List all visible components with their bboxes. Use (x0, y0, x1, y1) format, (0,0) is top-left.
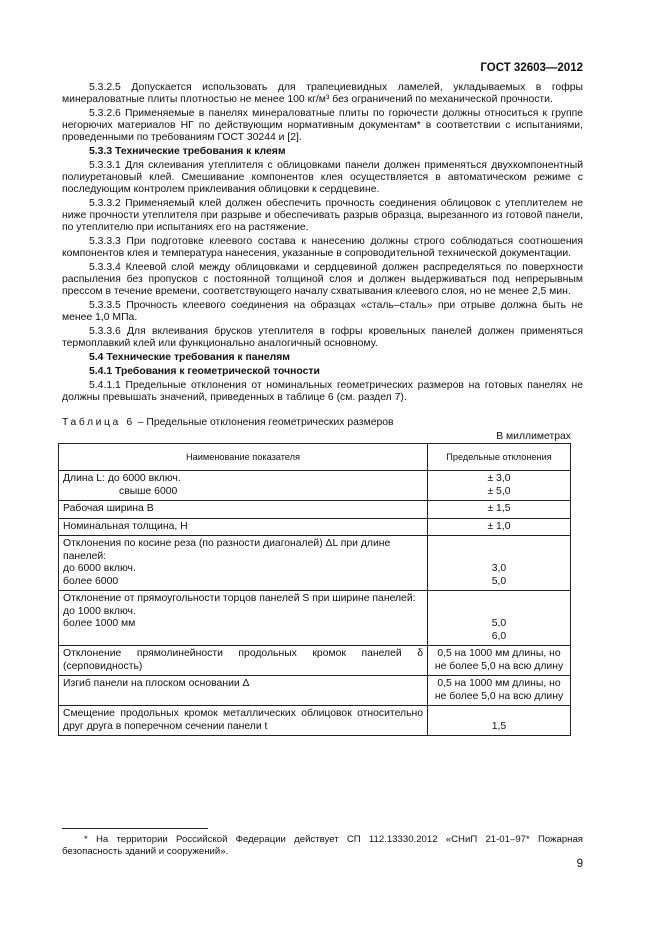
row-value-line: ± 5,0 (487, 485, 511, 497)
table-row (59, 646, 571, 676)
deviation-table (58, 443, 571, 736)
paragraph-5-3-2-6: 5.3.2.6 Применяемые в панелях минераловатные плиты по горючести должны относиться к группе негорючих материалов НГ по действующим нормативным документам* в соответствии с испытаниями, проведенными по требованиям ГОСТ 30244 и [2]. (62, 108, 583, 143)
paragraph-5-3-3-1: 5.3.3.1 Для склеивания утеплителя с облицовками панели должен применяться двухкомпонентный полиуретановый клей. Смешивание компонентов клея осуществляется в автоматическом режиме с последующим контролем приклеивания облицовки к сердцевине. (62, 160, 583, 195)
body-text (62, 82, 583, 406)
table-row (59, 591, 571, 646)
footnote-separator (62, 828, 208, 829)
row-value-line: 5,0 (491, 575, 507, 587)
row-name: Отклонение прямолинейности продольных кромок панелей δ (серповидность) (59, 646, 428, 676)
paragraph-5-3-3-4: 5.3.3.4 Клеевой слой между облицовками и сердцевиной должен распределяться по поверхности распыления без пропусков с постоянной толщиной слоя и должен выдерживаться под непрерывным прессом в течение времени, соответствующего началу схватывания клеевого слоя, но не менее 2,5 мин. (62, 262, 583, 297)
row-name-line: Длина L: до 6000 включ. (63, 473, 181, 484)
paragraph-5-3-2-5: 5.3.2.5 Допускается использовать для трапециевидных ламелей, укладываемых в гофры минераловатные плиты плотностью не менее 100 кг/м³ без ограничений по механической прочности. (62, 82, 583, 105)
heading-5-4: 5.4 Технические требования к панелям (89, 352, 290, 363)
footnote: * На территории Российской Федерации действует СП 112.13330.2012 «СНиП 21-01–97* Пожарная безопасность зданий и сооружений». (62, 834, 583, 857)
row-value (428, 536, 571, 591)
heading-5-3-3: 5.3.3 Технические требования к клеям (89, 146, 286, 157)
header-deviation: Предельные отклонения (428, 444, 571, 471)
row-value: ± 1,0 (428, 518, 571, 536)
row-name (59, 591, 428, 646)
table-row (59, 518, 571, 536)
row-value (428, 591, 571, 646)
table-row (59, 536, 571, 591)
paragraph-5-3-3-2: 5.3.3.2 Применяемый клей должен обеспечить прочность соединения облицовок с утеплителем не ниже прочности утеплителя при разрыве и обеспечивать разрыв образца, вырезанного из готовой панели, по утеплителю при испытаниях его на растяжение. (62, 198, 583, 233)
row-value (428, 471, 571, 501)
row-value: 0,5 на 1000 мм длины, но не более 5,0 на всю длину (428, 646, 571, 676)
row-name: Рабочая ширина B (59, 501, 428, 519)
table-caption-number: Таблица 6 (62, 417, 135, 428)
table-header-row (59, 444, 571, 471)
table-row (59, 501, 571, 519)
row-value-line: 5,0 (491, 618, 507, 629)
row-name-line: Отклонение от прямоугольности торцов панелей S при ширине панелей: (63, 593, 416, 604)
header-indicator: Наименование показателя (59, 444, 428, 471)
paragraph-5-4-1-1: 5.4.1.1 Предельные отклонения от номинальных геометрических размеров на готовых панелях не должны превышать значений, приведенных в таблице 6 (см. раздел 7). (62, 380, 583, 403)
row-name-line: более 6000 (63, 575, 119, 587)
row-name: Смещение продольных кромок металлических облицовок относительно друг друга в поперечном сечении панели t (59, 706, 428, 736)
row-name: Номинальная толщина, H (59, 518, 428, 536)
row-name-line: свыше 6000 (119, 485, 178, 497)
row-name (59, 536, 428, 591)
table-row (59, 706, 571, 736)
row-value-line: 3,0 (491, 563, 507, 574)
document-code: ГОСТ 32603—2012 (480, 62, 583, 74)
table-caption (62, 417, 394, 429)
paragraph-5-3-3-5: 5.3.3.5 Прочность клеевого соединения на образцах «сталь–сталь» при отрыве должна быть не менее 1,0 МПа. (62, 300, 583, 323)
row-name (59, 471, 428, 501)
paragraph-5-3-3-6: 5.3.3.6 Для вклеивания брусков утеплителя в гофры кровельных панелей должен применяться термоплавкий клей или функционально аналогичный основному. (62, 326, 583, 349)
row-value-line: ± 3,0 (487, 473, 511, 484)
row-name-line: до 1000 включ. (63, 605, 136, 617)
table-caption-title: – Предельные отклонения геометрических размеров (134, 417, 394, 428)
row-name-line: более 1000 мм (63, 618, 136, 629)
row-value: 1,5 (428, 706, 571, 736)
row-name-line: до 6000 включ. (63, 563, 136, 574)
heading-5-4-1: 5.4.1 Требования к геометрической точности (89, 366, 320, 377)
table-units: В миллиметрах (496, 431, 571, 442)
table-row (59, 471, 571, 501)
row-value-line: 6,0 (491, 630, 507, 642)
page-number: 9 (576, 858, 583, 870)
row-value: ± 1,5 (428, 501, 571, 519)
row-name: Изгиб панели на плоском основании Δ (59, 676, 428, 706)
row-value: 0,5 на 1000 мм длины, но не более 5,0 на всю длину (428, 676, 571, 706)
row-name-line: Отклонения по косине реза (по разности диагоналей) ΔL при длине панелей: (63, 538, 391, 562)
table-row (59, 676, 571, 706)
paragraph-5-3-3-3: 5.3.3.3 При подготовке клеевого состава к нанесению должны строго соблюдаться соотношения компонентов клея и температура нанесения, указанные в сопроводительной технической документации. (62, 236, 583, 259)
